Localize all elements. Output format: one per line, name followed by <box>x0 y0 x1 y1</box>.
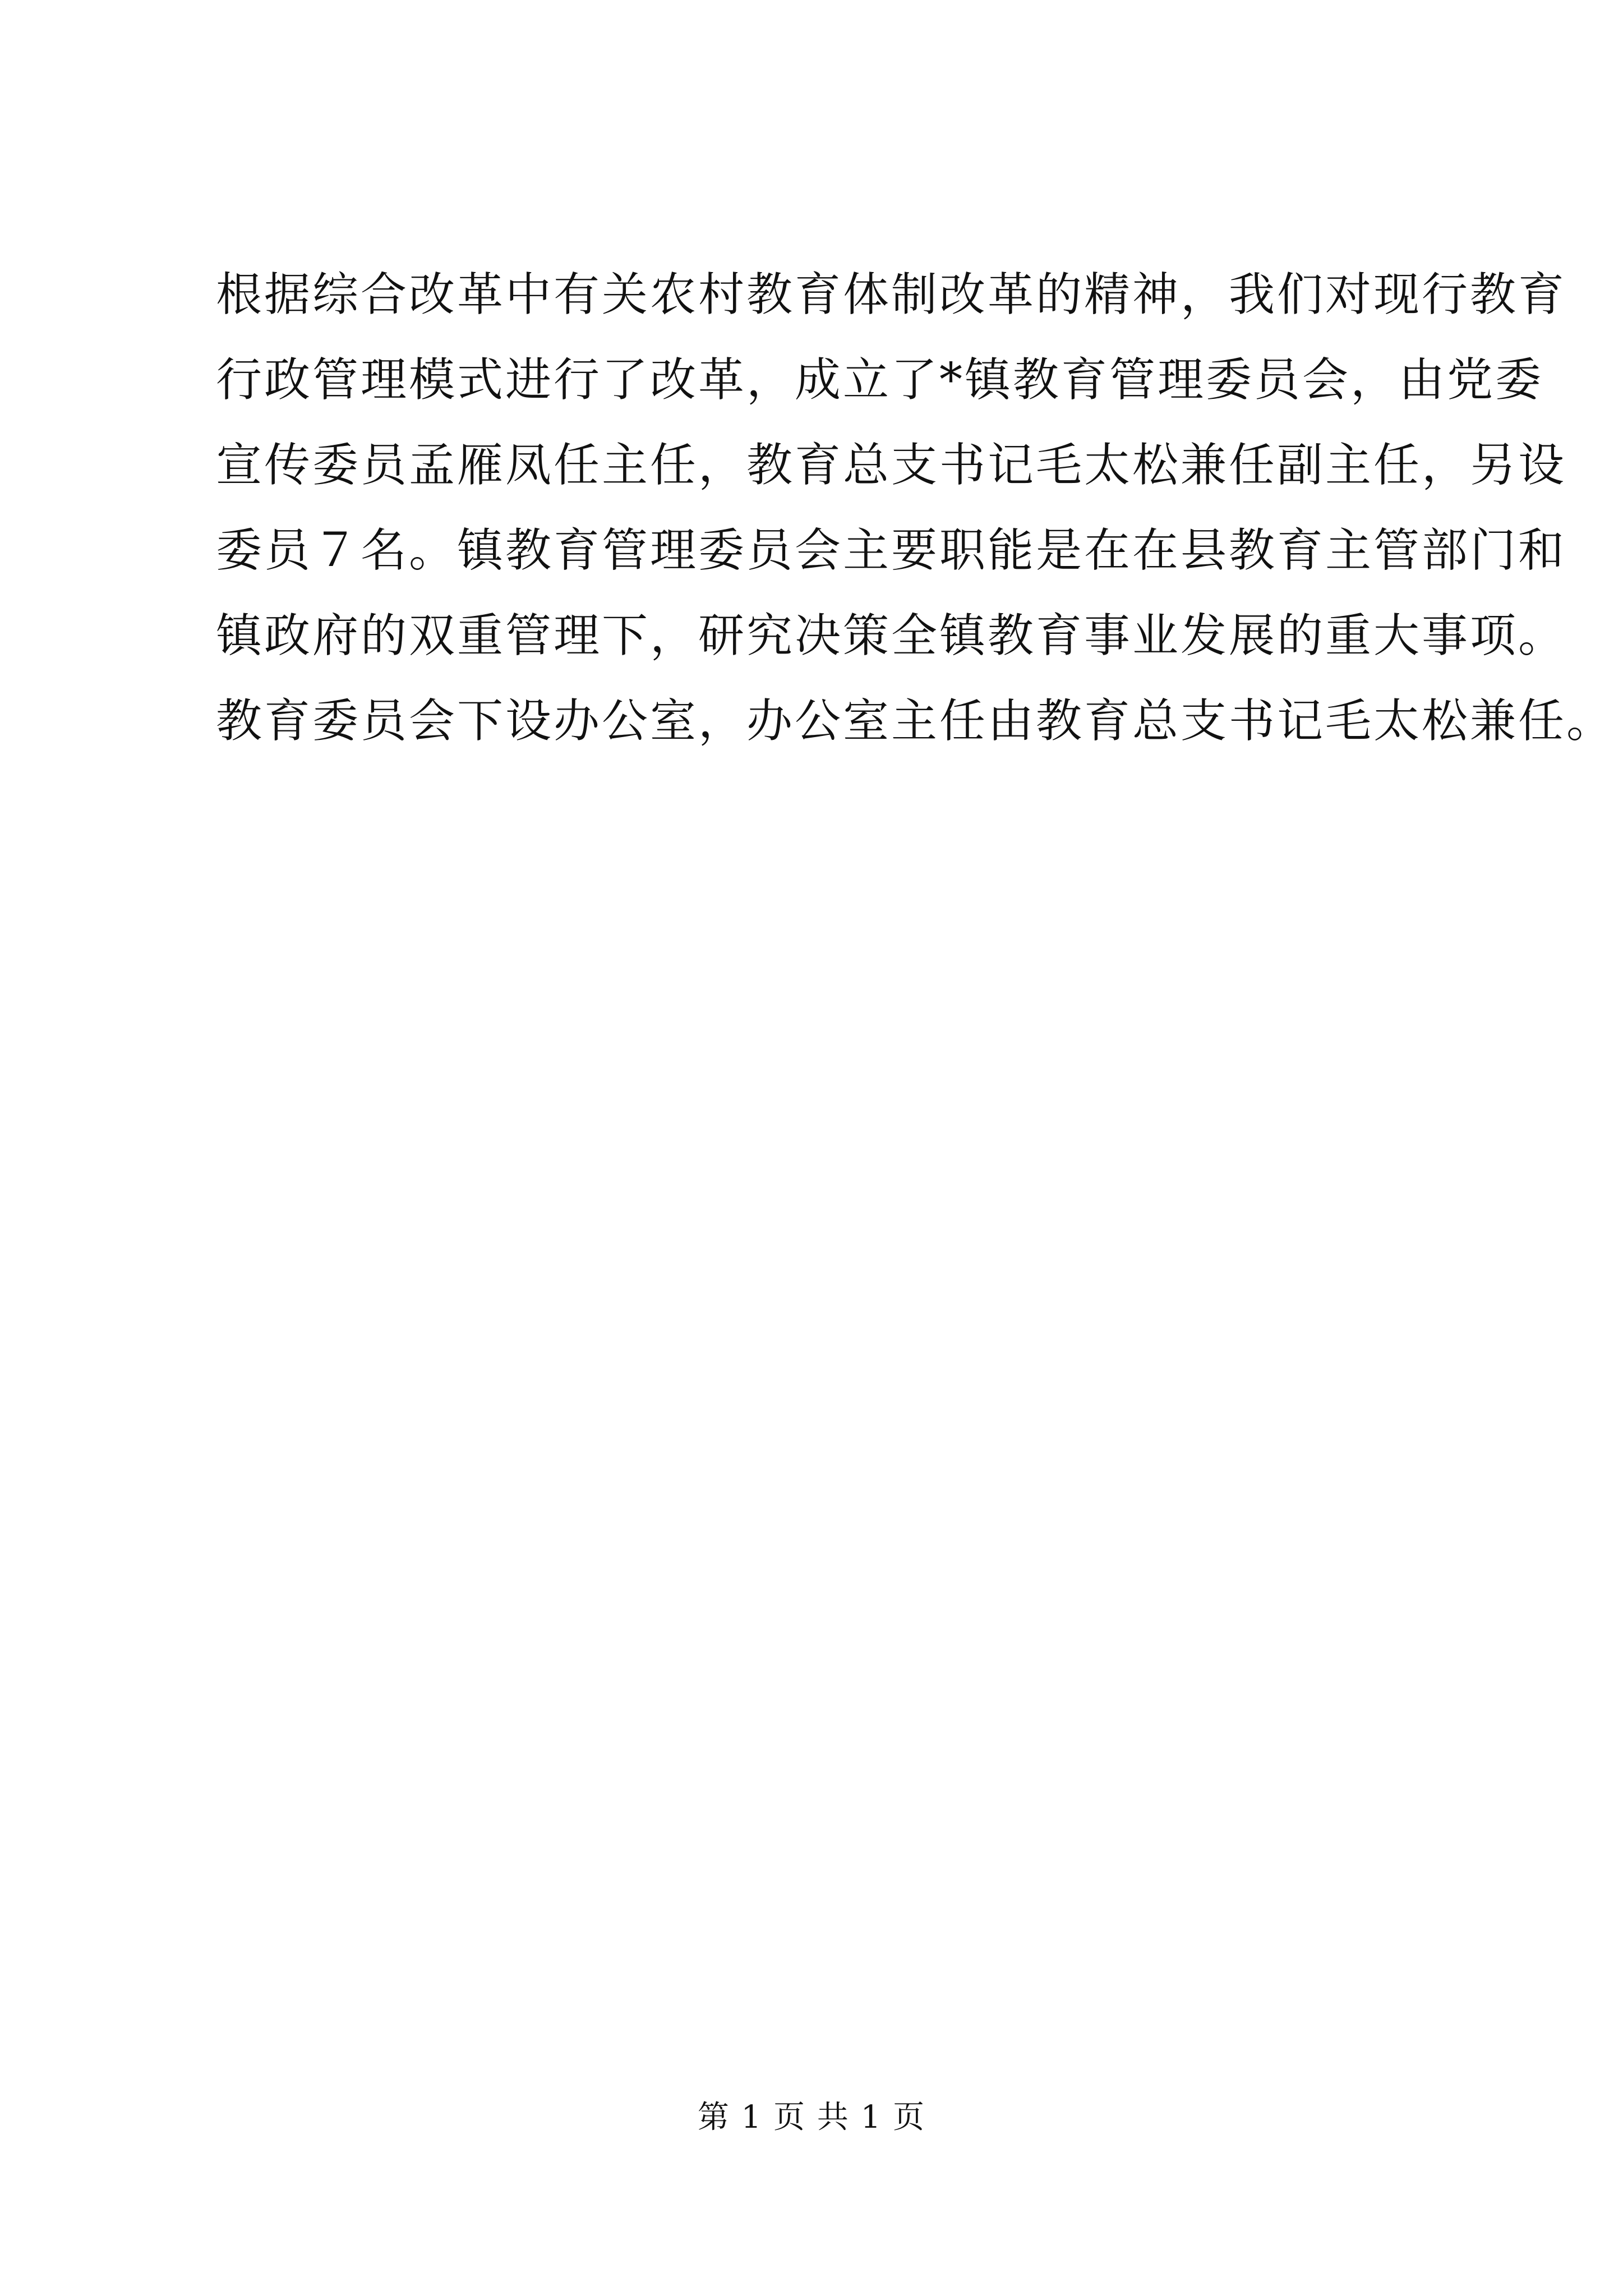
paragraph-line: 镇政府的双重管理下，研究决策全镇教育事业发展的重大事项。 <box>216 609 1567 662</box>
body-paragraph <box>216 252 1615 764</box>
paragraph-line: 教育委员会下设办公室，办公室主任由教育总支书记毛太松兼任。 <box>216 694 1615 748</box>
paragraph-line: 宣传委员孟雁凤任主任，教育总支书记毛太松兼任副主任，另设 <box>216 439 1567 492</box>
paragraph-line: 委员７名。镇教育管理委员会主要职能是在在县教育主管部门和 <box>216 524 1567 577</box>
paragraph-line: 行政管理模式进行了改革，成立了*镇教育管理委员会，由党委 <box>216 353 1544 407</box>
page-footer <box>0 2095 1623 2140</box>
page-number: 第 1 页 共 1 页 <box>697 2099 926 2136</box>
paragraph-line: 根据综合改革中有关农村教育体制改革的精神，我们对现行教育 <box>216 268 1567 321</box>
